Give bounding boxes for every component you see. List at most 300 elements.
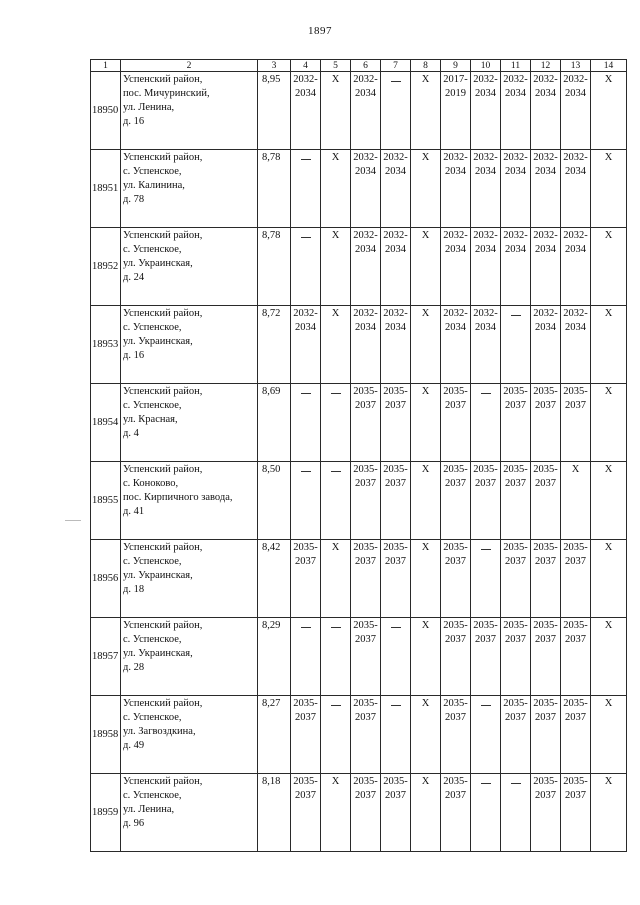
period-cell: [561, 696, 591, 774]
area-cell: 8,95: [258, 72, 291, 150]
period-text: 2032-: [563, 152, 588, 163]
period-cell: [501, 384, 531, 462]
period-cell: [411, 384, 441, 462]
column-header: 14: [591, 60, 627, 72]
row-number: 18951: [91, 150, 121, 228]
margin-mark: [65, 520, 81, 521]
table-row: [91, 696, 627, 774]
period-cell: [471, 228, 501, 306]
area-cell: 8,42: [258, 540, 291, 618]
address-line: с. Успенское,: [123, 790, 182, 801]
address-line: с. Успенское,: [123, 400, 182, 411]
period-text: 2032-: [503, 74, 528, 85]
period-cell: [591, 696, 627, 774]
period-cell: [351, 540, 381, 618]
period-text: 2035-: [533, 464, 558, 475]
period-cell: [561, 150, 591, 228]
period-text: 2037: [535, 712, 556, 723]
column-header: 4: [291, 60, 321, 72]
dash-mark: [301, 237, 311, 238]
period-text: 2032-: [563, 74, 588, 85]
period-text: 2032-: [353, 230, 378, 241]
period-cell: [441, 540, 471, 618]
address-line: Успенский район,: [123, 776, 203, 787]
address-line: Успенский район,: [123, 464, 203, 475]
column-header: 2: [121, 60, 258, 72]
table-row: [91, 228, 627, 306]
period-cell: [501, 540, 531, 618]
area-cell: 8,72: [258, 306, 291, 384]
period-text: 2037: [535, 556, 556, 567]
period-text: 2034: [505, 88, 526, 99]
row-number: 18957: [91, 618, 121, 696]
period-text: 2035-: [533, 698, 558, 709]
period-cell: [291, 306, 321, 384]
address-cell: [121, 384, 258, 462]
address-line: пос. Кирпичного завода,: [123, 492, 233, 503]
address-line: Успенский район,: [123, 386, 203, 397]
period-text: 2032-: [443, 230, 468, 241]
period-cell: [441, 150, 471, 228]
address-line: ул. Ленина,: [123, 804, 175, 815]
period-text: 2035-: [533, 542, 558, 553]
period-cell: [561, 618, 591, 696]
period-cell: [591, 540, 627, 618]
table-row: [91, 462, 627, 540]
period-cell: [411, 618, 441, 696]
register-table: [90, 59, 627, 852]
column-header-row: [91, 60, 627, 72]
period-cell: [321, 774, 351, 852]
period-text: 2034: [535, 244, 556, 255]
period-text: X: [421, 542, 430, 553]
period-text: 2032-: [443, 308, 468, 319]
period-cell: [531, 462, 561, 540]
address-line: д. 16: [123, 350, 145, 361]
period-text: 2035-: [563, 776, 588, 787]
period-cell: [471, 72, 501, 150]
period-cell: [321, 696, 351, 774]
period-cell: [501, 618, 531, 696]
period-text: 2035-: [293, 776, 318, 787]
period-cell: [321, 72, 351, 150]
period-cell: [321, 306, 351, 384]
address-cell: [121, 150, 258, 228]
period-text: X: [421, 620, 430, 631]
period-cell: [591, 618, 627, 696]
period-cell: [381, 774, 411, 852]
table-body: [91, 60, 627, 852]
period-cell: [411, 228, 441, 306]
period-text: 2032-: [563, 308, 588, 319]
period-cell: [501, 306, 531, 384]
period-cell: [411, 72, 441, 150]
column-header: 10: [471, 60, 501, 72]
period-text: 2034: [355, 166, 376, 177]
period-cell: [561, 774, 591, 852]
period-text: 2035-: [443, 776, 468, 787]
dash-mark: [481, 705, 491, 706]
period-text: 2034: [385, 322, 406, 333]
period-text: X: [331, 776, 340, 787]
period-text: 2035-: [353, 698, 378, 709]
period-text: 2032-: [473, 152, 498, 163]
address-line: д. 41: [123, 506, 145, 517]
period-text: 2037: [355, 478, 376, 489]
period-text: 2032-: [533, 230, 558, 241]
period-text: 2034: [445, 322, 466, 333]
period-text: 2032-: [533, 74, 558, 85]
period-cell: [531, 384, 561, 462]
period-text: 2037: [565, 400, 586, 411]
dash-mark: [301, 159, 311, 160]
period-text: 2034: [475, 88, 496, 99]
period-text: X: [604, 152, 613, 163]
period-text: 2037: [385, 400, 406, 411]
period-text: 2032-: [533, 152, 558, 163]
period-text: 2037: [355, 790, 376, 801]
period-text: X: [604, 698, 613, 709]
period-text: 2035-: [533, 776, 558, 787]
dash-mark: [301, 471, 311, 472]
dash-mark: [301, 627, 311, 628]
period-text: X: [604, 386, 613, 397]
period-text: 2034: [535, 166, 556, 177]
period-cell: [321, 462, 351, 540]
period-text: 2035-: [293, 542, 318, 553]
table-row: [91, 540, 627, 618]
area-cell: 8,18: [258, 774, 291, 852]
period-cell: [441, 774, 471, 852]
period-text: 2032-: [383, 308, 408, 319]
period-text: 2035-: [503, 386, 528, 397]
column-header: 6: [351, 60, 381, 72]
period-text: 2037: [295, 790, 316, 801]
period-cell: [351, 696, 381, 774]
period-cell: [561, 228, 591, 306]
address-line: д. 78: [123, 194, 145, 205]
period-text: 2032-: [383, 152, 408, 163]
period-cell: [381, 384, 411, 462]
period-text: 2037: [505, 634, 526, 645]
period-cell: [471, 306, 501, 384]
period-cell: [501, 774, 531, 852]
period-text: 2035-: [443, 386, 468, 397]
period-cell: [381, 72, 411, 150]
period-text: 2037: [445, 556, 466, 567]
period-text: X: [421, 386, 430, 397]
period-cell: [471, 384, 501, 462]
address-line: с. Успенское,: [123, 244, 182, 255]
address-line: Успенский район,: [123, 74, 203, 85]
area-cell: 8,78: [258, 228, 291, 306]
period-text: 2032-: [503, 230, 528, 241]
address-line: ул. Красная,: [123, 414, 178, 425]
period-text: 2037: [505, 712, 526, 723]
period-text: 2035-: [443, 464, 468, 475]
period-cell: [561, 72, 591, 150]
period-text: 2035-: [383, 464, 408, 475]
period-cell: [501, 228, 531, 306]
period-text: 2035-: [503, 542, 528, 553]
period-text: X: [421, 230, 430, 241]
period-text: 2032-: [443, 152, 468, 163]
table-row: [91, 384, 627, 462]
period-text: 2034: [385, 166, 406, 177]
period-text: 2034: [565, 244, 586, 255]
period-cell: [291, 384, 321, 462]
dash-mark: [391, 81, 401, 82]
address-cell: [121, 774, 258, 852]
period-cell: [471, 150, 501, 228]
column-header: 8: [411, 60, 441, 72]
period-text: 2034: [475, 322, 496, 333]
period-text: 2035-: [353, 464, 378, 475]
period-cell: [381, 150, 411, 228]
period-text: 2035-: [473, 620, 498, 631]
table-row: [91, 618, 627, 696]
period-text: 2034: [535, 88, 556, 99]
period-text: 2035-: [563, 386, 588, 397]
period-text: 2037: [355, 712, 376, 723]
period-cell: [321, 540, 351, 618]
dash-mark: [481, 783, 491, 784]
period-text: 2035-: [563, 542, 588, 553]
period-cell: [381, 618, 411, 696]
period-cell: [411, 306, 441, 384]
period-text: 2032-: [353, 308, 378, 319]
period-text: X: [421, 464, 430, 475]
address-line: ул. Загвоздкина,: [123, 726, 196, 737]
column-header: 5: [321, 60, 351, 72]
period-text: 2037: [475, 478, 496, 489]
row-number: 18952: [91, 228, 121, 306]
period-text: 2034: [565, 322, 586, 333]
period-text: X: [604, 620, 613, 631]
period-text: 2037: [355, 400, 376, 411]
period-cell: [321, 150, 351, 228]
period-text: 2032-: [473, 74, 498, 85]
dash-mark: [331, 393, 341, 394]
column-header: 12: [531, 60, 561, 72]
period-text: 2034: [385, 244, 406, 255]
period-cell: [411, 150, 441, 228]
address-line: Успенский район,: [123, 308, 203, 319]
row-number: 18958: [91, 696, 121, 774]
address-line: д. 28: [123, 662, 145, 673]
address-line: д. 49: [123, 740, 145, 751]
period-text: 2032-: [503, 152, 528, 163]
period-text: 2037: [475, 634, 496, 645]
period-cell: [531, 72, 561, 150]
area-cell: 8,69: [258, 384, 291, 462]
table-row: [91, 150, 627, 228]
address-line: ул. Украинская,: [123, 648, 193, 659]
period-text: 2037: [445, 712, 466, 723]
period-cell: [531, 150, 561, 228]
period-cell: [531, 540, 561, 618]
period-text: 2037: [445, 478, 466, 489]
address-line: Успенский район,: [123, 152, 203, 163]
table-row: [91, 306, 627, 384]
period-text: 2034: [295, 322, 316, 333]
address-cell: [121, 228, 258, 306]
address-line: д. 16: [123, 116, 145, 127]
address-line: д. 24: [123, 272, 145, 283]
address-cell: [121, 306, 258, 384]
period-text: 2034: [445, 244, 466, 255]
period-cell: [351, 306, 381, 384]
period-cell: [441, 72, 471, 150]
period-cell: [561, 306, 591, 384]
period-cell: [501, 150, 531, 228]
period-text: X: [331, 542, 340, 553]
address-line: ул. Украинская,: [123, 336, 193, 347]
period-text: 2034: [475, 244, 496, 255]
period-cell: [531, 696, 561, 774]
period-cell: [381, 540, 411, 618]
period-text: 2034: [355, 88, 376, 99]
period-text: 2037: [535, 478, 556, 489]
period-text: 2035-: [353, 542, 378, 553]
period-text: 2037: [295, 556, 316, 567]
period-text: 2037: [355, 634, 376, 645]
period-cell: [291, 72, 321, 150]
period-cell: [471, 618, 501, 696]
address-cell: [121, 72, 258, 150]
address-line: ул. Калинина,: [123, 180, 185, 191]
address-line: ул. Украинская,: [123, 258, 193, 269]
period-text: X: [604, 464, 613, 475]
period-text: X: [421, 698, 430, 709]
period-text: X: [604, 230, 613, 241]
period-cell: [441, 696, 471, 774]
address-line: д. 96: [123, 818, 145, 829]
address-line: Успенский район,: [123, 542, 203, 553]
period-cell: [381, 462, 411, 540]
address-cell: [121, 618, 258, 696]
period-text: 2032-: [473, 308, 498, 319]
period-cell: [561, 540, 591, 618]
address-line: с. Коноково,: [123, 478, 179, 489]
period-cell: [561, 384, 591, 462]
period-text: X: [571, 464, 580, 475]
period-text: 2035-: [443, 542, 468, 553]
period-text: X: [331, 230, 340, 241]
period-text: 2037: [535, 790, 556, 801]
period-text: 2035-: [563, 620, 588, 631]
period-text: 2035-: [503, 464, 528, 475]
dash-mark: [511, 783, 521, 784]
period-text: 2037: [565, 712, 586, 723]
period-text: X: [604, 542, 613, 553]
address-line: с. Успенское,: [123, 166, 182, 177]
period-text: 2037: [505, 556, 526, 567]
period-text: 2034: [295, 88, 316, 99]
dash-mark: [481, 393, 491, 394]
row-number: 18954: [91, 384, 121, 462]
dash-mark: [331, 627, 341, 628]
row-number: 18953: [91, 306, 121, 384]
address-line: д. 18: [123, 584, 145, 595]
dash-mark: [511, 315, 521, 316]
period-cell: [291, 618, 321, 696]
period-text: 2037: [565, 634, 586, 645]
period-text: 2035-: [353, 620, 378, 631]
period-text: 2035-: [353, 776, 378, 787]
period-cell: [411, 774, 441, 852]
period-cell: [471, 540, 501, 618]
period-text: 2034: [505, 166, 526, 177]
period-text: 2034: [535, 322, 556, 333]
address-line: с. Успенское,: [123, 322, 182, 333]
period-text: 2032-: [353, 152, 378, 163]
period-text: 2037: [535, 634, 556, 645]
period-cell: [441, 306, 471, 384]
period-cell: [531, 306, 561, 384]
period-text: X: [421, 152, 430, 163]
period-cell: [531, 774, 561, 852]
period-text: 2017-: [443, 74, 468, 85]
period-cell: [411, 540, 441, 618]
dash-mark: [391, 705, 401, 706]
period-text: 2037: [505, 478, 526, 489]
period-text: 2034: [505, 244, 526, 255]
period-text: X: [331, 308, 340, 319]
dash-mark: [391, 627, 401, 628]
period-cell: [591, 774, 627, 852]
period-text: X: [604, 776, 613, 787]
area-cell: 8,29: [258, 618, 291, 696]
column-header: 11: [501, 60, 531, 72]
period-cell: [321, 228, 351, 306]
dash-mark: [331, 705, 341, 706]
period-cell: [291, 774, 321, 852]
period-cell: [351, 384, 381, 462]
period-text: 2035-: [443, 620, 468, 631]
period-cell: [471, 696, 501, 774]
address-line: Успенский район,: [123, 698, 203, 709]
column-header: 9: [441, 60, 471, 72]
period-text: 2034: [565, 166, 586, 177]
period-text: 2032-: [383, 230, 408, 241]
period-text: X: [331, 74, 340, 85]
period-text: 2037: [445, 634, 466, 645]
period-cell: [471, 462, 501, 540]
address-line: пос. Мичуринский,: [123, 88, 210, 99]
period-cell: [591, 384, 627, 462]
period-text: 2034: [355, 244, 376, 255]
period-cell: [321, 618, 351, 696]
period-text: X: [421, 74, 430, 85]
period-cell: [591, 72, 627, 150]
dash-mark: [481, 549, 491, 550]
period-cell: [441, 384, 471, 462]
period-cell: [291, 540, 321, 618]
period-text: 2037: [565, 556, 586, 567]
period-text: 2032-: [293, 308, 318, 319]
period-text: 2037: [535, 400, 556, 411]
period-text: 2032-: [533, 308, 558, 319]
period-text: 2037: [565, 790, 586, 801]
period-cell: [441, 462, 471, 540]
period-cell: [591, 228, 627, 306]
period-text: 2035-: [503, 620, 528, 631]
period-text: 2035-: [533, 386, 558, 397]
table-row: [91, 774, 627, 852]
period-text: 2035-: [533, 620, 558, 631]
period-cell: [591, 150, 627, 228]
